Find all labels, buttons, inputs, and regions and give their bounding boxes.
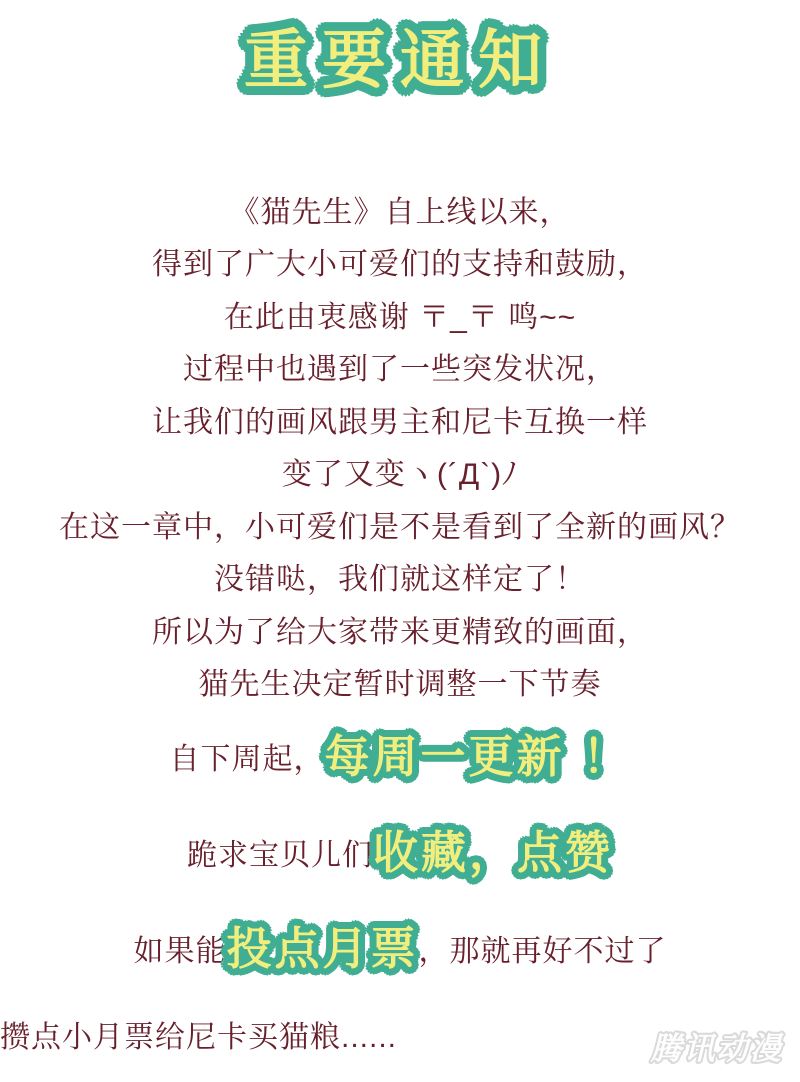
ticket-line	[0, 918, 800, 988]
schedule-line	[0, 726, 800, 796]
schedule-exclamation: ！	[582, 730, 631, 782]
notice-line: 得到了广大小可爱们的支持和鼓励，	[152, 248, 648, 282]
schedule-highlight: 每周一更新	[324, 730, 565, 782]
watermark-logo-text: 腾讯动漫	[648, 1031, 790, 1066]
notice-line: 没错哒，我们就这样定了！	[214, 563, 586, 597]
notice-line: 在这一章中，小可爱们是不是看到了全新的画风？	[59, 510, 741, 544]
ticket-suffix: ，那就再好不过了	[418, 934, 667, 968]
notice-body	[0, 187, 800, 712]
notice-line: 猫先生决定暂时调整一下节奏	[198, 668, 602, 702]
plea-prefix: 跪求宝贝儿们	[186, 838, 373, 872]
notice-line: 变了又变ヽ(´Д`)ﾉ	[281, 458, 519, 492]
schedule-prefix: 自下周起，	[169, 742, 325, 776]
closing-line: 攒点小月票给尼卡买猫粮......	[0, 1020, 398, 1054]
ticket-prefix: 如果能	[133, 934, 227, 968]
ticket-highlight: 投点月票	[226, 922, 419, 974]
notice-line: 让我们的画风跟男主和尼卡互换一样	[152, 405, 648, 439]
tencent-comics-watermark	[648, 1023, 791, 1068]
plea-highlight: 收藏，点赞	[372, 826, 613, 878]
notice-line: 所以为了给大家带来更精致的画面，	[152, 615, 648, 649]
notice-line: 《猫先生》自上线以来，	[229, 195, 571, 229]
page-title: 重要通知	[244, 24, 556, 96]
plea-line	[0, 822, 800, 892]
notice-line: 在此由衷感谢 〒_〒 鸣~~	[223, 300, 577, 334]
notice-line: 过程中也遇到了一些突发状况，	[183, 353, 617, 387]
